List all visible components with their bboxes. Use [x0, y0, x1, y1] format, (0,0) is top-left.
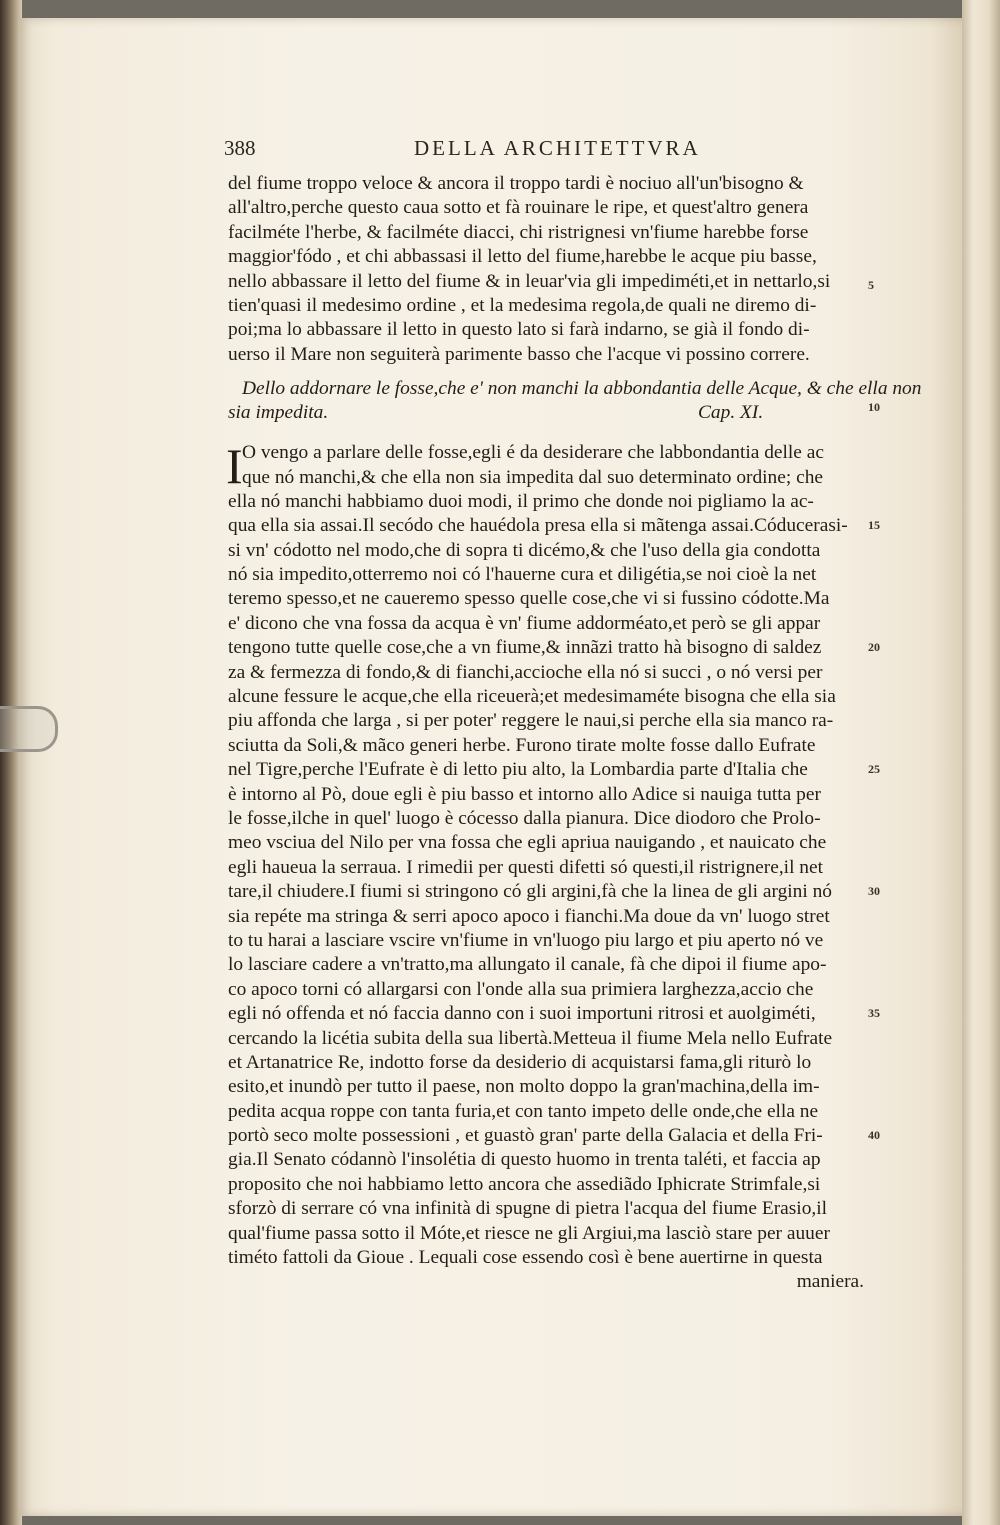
text-line: et Artanatrice Re, indotto forse da desiderio di acquistarsi fama,gli riturò lo [228, 1051, 812, 1073]
text-line: to tu harai a lasciare vscire vn'fiume in vn'luogo piu largo et piu aperto nó ve [228, 929, 824, 951]
text-line: nó sia impedito,otterremo noi có l'hauerne cura et diligétia,se noi cioè la net [228, 564, 817, 586]
text-line: tengono tutte quelle cose,che a vn fiume,& innãzi tratto hà bisogno di saldez [228, 637, 822, 659]
page-header [224, 136, 704, 166]
chapter-heading-line-2 [228, 401, 868, 425]
text-line: teremo spesso,et ne caueremo spesso quelle cose,che vi si fussino códotte.Ma [228, 588, 830, 610]
text-line: alcune fessure le acque,che ella riceuerà;et medesimaméte bisogna che ella sia [228, 686, 836, 708]
text-line: tare,il chiudere.I fiumi si stringono có gli argini,fà che la linea de gli argini nó [228, 881, 832, 903]
margin-line-number: 10 [868, 400, 880, 414]
text-line: egli nó offenda et nó faccia danno con i suoi importuni ritrosi et auolgiméti, [228, 1003, 816, 1025]
text-line: esito,et inundò per tutto il paese, non molto doppo la gran'machina,della im- [228, 1076, 820, 1098]
text-line: sciutta da Soli,& mãco generi herbe. Furono tirate molte fosse dallo Eufrate [228, 734, 816, 756]
folio-number: 388 [224, 136, 256, 160]
margin-line-number: 40 [868, 1128, 880, 1142]
text-line: è intorno al Pò, doue egli è piu basso et intorno allo Adice si nauiga tutta per [228, 783, 821, 805]
margin-line-number: 25 [868, 762, 880, 776]
chapter-number: Cap. XI. [698, 402, 764, 424]
text-line: poi;ma lo abbassare il letto in questo lato si farà indarno, se già il fondo di- [228, 319, 810, 341]
facing-page-edge [962, 0, 1000, 1525]
text-line: meo vsciua del Nilo per vna fossa che egli apriua nauigando , et nauicato che [228, 832, 827, 854]
margin-line-number: 5 [868, 278, 874, 292]
text-line: qua ella sia assai.Il secódo che hauédola presa ella si mãtenga assai.Códucerasi- [228, 515, 848, 537]
text-line: que nó manchi,& che ella non sia impedita dal suo determinato ordine; che [242, 466, 823, 488]
text-line: si vn' códotto nel modo,che di sopra ti dicémo,& che l'uso della gia condotta [228, 539, 821, 561]
text-line: nello abbassare il letto del fiume & in leuar'via gli impediméti,et in nettarlo,si [228, 270, 831, 292]
text-line: tien'quasi il medesimo ordine , et la medesima regola,de quali ne diremo di- [228, 294, 817, 316]
margin-line-number: 30 [868, 884, 880, 898]
paragraph-main [226, 438, 868, 1295]
margin-line-number: 15 [868, 518, 880, 532]
text-line: qual'fiume passa sotto il Móte,et riesce ne gli Argiui,ma lasciò stare per auuer [228, 1222, 830, 1244]
text-line: co apoco torni có allargarsi con l'onde alla sua primiera larghezza,accio che [228, 978, 814, 1000]
text-line: uerso il Mare non seguiterà parimente basso che l'acque vi possino correre. [228, 343, 810, 365]
text-line: lo lasciare cadere a vn'tratto,ma allungato il canale, fà che dipoi il fiume apo- [228, 954, 827, 976]
text-line: all'altro,perche questo caua sotto et fà rouinare le ripe, et quest'altro genera [228, 197, 809, 219]
drop-cap: I [226, 438, 243, 495]
text-line: timéto fattoli da Gioue . Lequali cose essendo così è bene auertirne in questa [228, 1247, 823, 1269]
text-line: portò seco molte possessioni , et guastò gran' parte della Galacia et della Fri- [228, 1125, 823, 1147]
paragraph-top [228, 172, 868, 367]
text-line: O vengo a parlare delle fosse,egli é da desiderare che labbondantia delle ac [242, 442, 824, 464]
text-line: egli haueua la serraua. I rimedii per questi difetti só questi,il ristrignere,il net [228, 856, 823, 878]
text-line: sia repéte ma stringa & serri apoco apoco i fianchi.Ma doue da vn' luogo stret [228, 905, 830, 927]
text-line: maggior'fódo , et chi abbassasi il letto del fiume,harebbe le acque piu basse, [228, 246, 817, 268]
text-line: proposito che noi habbiamo letto ancora che assediãdo Iphicrate Strimfale,si [228, 1173, 821, 1195]
text-line: le fosse,ilche in quel' luogo è cócesso dalla pianura. Dice diodoro che Prolo- [228, 807, 821, 829]
text-line: del fiume troppo veloce & ancora il troppo tardi è nociuo all'un'bisogno & [228, 173, 804, 194]
page-clip [0, 706, 58, 752]
text-line: gia.Il Senato códannò l'insolétia di questo huomo in trenta taléti, et faccia ap [228, 1149, 821, 1171]
chapter-heading-text: sia impedita. [228, 402, 329, 424]
text-line: piu affonda che larga , si per poter' reggere le naui,si perche ella sia manco ra- [228, 710, 834, 732]
margin-line-number: 35 [868, 1006, 880, 1020]
chapter-heading-line: Dello addornare le fosse,che e' non manchi la abbondantia delle Acque, & che ella non [242, 378, 922, 400]
running-title: DELLA ARCHITETTVRA [414, 136, 701, 160]
text-line: ella nó manchi habbiamo duoi modi, il primo che donde noi pigliamo la ac- [228, 490, 814, 512]
text-line: facilméte l'herbe, & facilméte diacci, chi ristrignesi vn'fiume harebbe forse [228, 221, 809, 243]
text-line: e' dicono che vna fossa da acqua è vn' fiume addorméato,et però se gli appar [228, 612, 821, 634]
text-line: sforzò di serrare có vna infinità di spugne di pietra l'acqua del fiume Erasio,il [228, 1198, 828, 1220]
text-line: nel Tigre,perche l'Eufrate è di letto piu alto, la Lombardia parte d'Italia che [228, 759, 808, 781]
text-line: pedita acqua roppe con tanta furia,et con tanto impeto delle onde,che ella ne [228, 1100, 819, 1122]
text-line-last: maniera. [796, 1271, 864, 1293]
text-line: za & fermezza di fondo,& di fianchi,accioche ella nó si succi , o nó versi per [228, 661, 823, 683]
text-line: cercando la licétia subita della sua libertà.Metteua il fiume Mela nello Eufrate [228, 1027, 833, 1049]
margin-line-number: 20 [868, 640, 880, 654]
